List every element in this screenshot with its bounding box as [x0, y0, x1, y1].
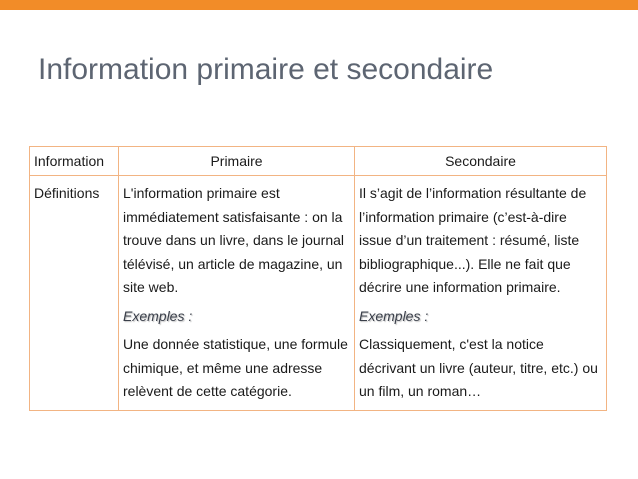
table-header-row	[30, 147, 607, 176]
primaire-definition: L'information primaire est immédiatement satisfaisante : on la trouve dans un livre, dans le journal télévisé, un article de magazine, un site web.	[123, 185, 345, 295]
primaire-examples-label: Exemples :	[123, 307, 193, 324]
comparison-table	[29, 146, 607, 411]
secondaire-examples: Classiquement, c'est la notice décrivant un livre (auteur, titre, etc.) ou un film, un roman…	[359, 336, 598, 399]
cell-secondaire	[355, 176, 607, 411]
cell-primaire	[119, 176, 355, 411]
secondaire-definition: Il s’agit de l’information résultante de l’information primaire (c’est-à-dire issue d’un traitement : résumé, liste bibliographique...). Elle ne fait que décrire une information primaire.	[359, 185, 587, 295]
row-label-definitions: Définitions	[30, 176, 119, 411]
header-information: Information	[30, 147, 119, 176]
secondaire-examples-label: Exemples :	[359, 307, 429, 324]
table-row-definitions	[30, 176, 607, 411]
accent-bar	[0, 0, 638, 10]
slide-title: Information primaire et secondaire	[38, 53, 494, 86]
header-secondaire: Secondaire	[355, 147, 607, 176]
primaire-examples: Une donnée statistique, une formule chimique, et même une adresse relèvent de cette catégorie.	[123, 336, 348, 399]
header-primaire: Primaire	[119, 147, 355, 176]
